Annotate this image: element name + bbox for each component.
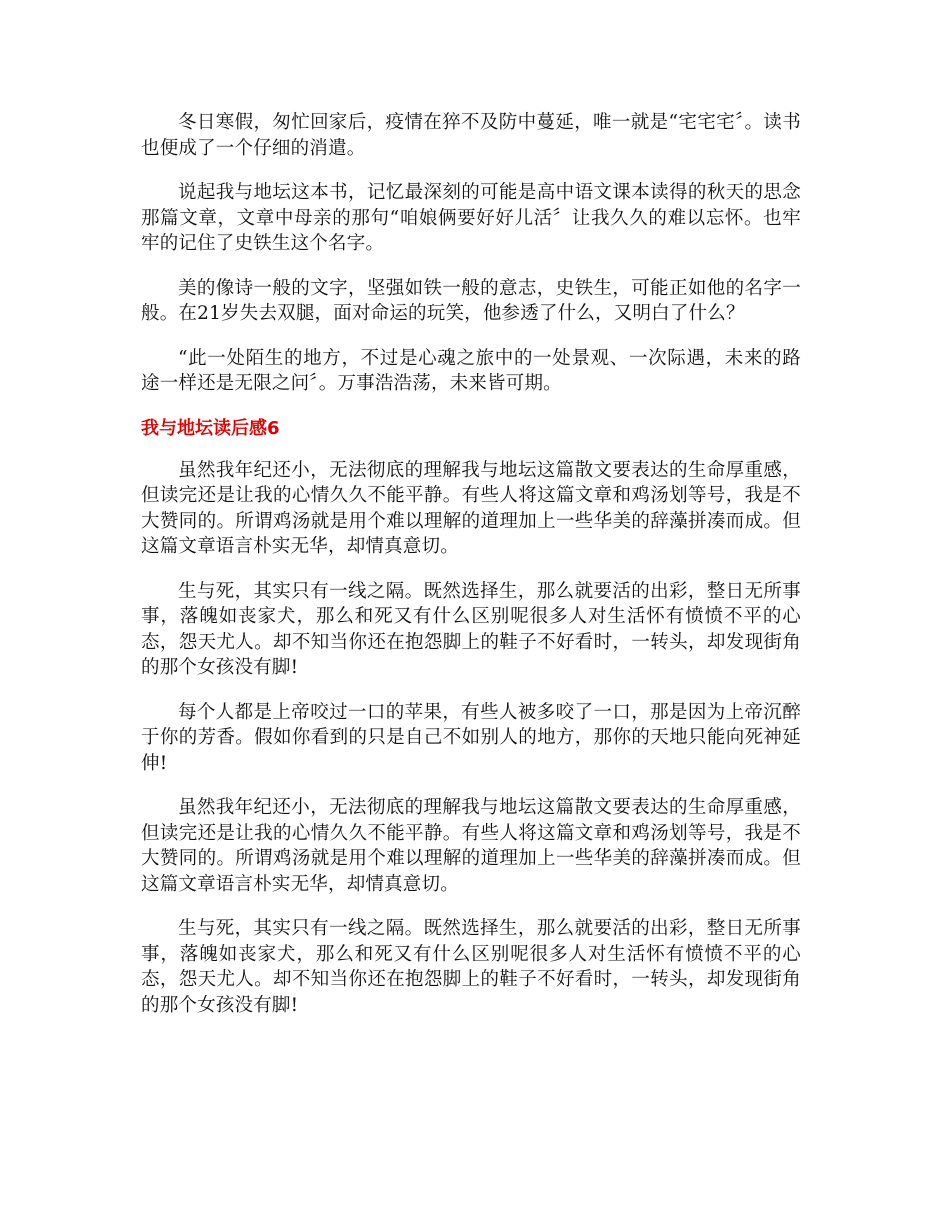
paragraph-apple: 每个人都是上帝咬过一口的苹果，有些人被多咬了一口，那是因为上帝沉醉于你的芳香。假如你看到的只是自己不如别人的地方，那你的天地只能向死神延伸! — [141, 701, 801, 774]
paragraph-young-age-repeat: 虽然我年纪还小，无法彻底的理解我与地坛这篇散文要表达的生命厚重感，但读完还是让我的心情久久不能平静。有些人将这篇文章和鸡汤划等号，我是不大赞同的。所谓鸡汤就是用个难以理解的道理加上一些华美的辞藻拼凑而成。但这篇文章语言朴实无华，却情真意切。 — [141, 797, 801, 895]
paragraph-life-death-repeat: 生与死，其实只有一线之隔。既然选择生，那么就要活的出彩，整日无所事事，落魄如丧家犬，那么和死又有什么区别呢很多人对生活怀有愤愤不平的心态，怨天尤人。却不知当你还在抱怨脚上的鞋子不好看时，一转头，却发现街角的那个女孩没有脚! — [141, 918, 801, 1016]
paragraph-young-age: 虽然我年纪还小，无法彻底的理解我与地坛这篇散文要表达的生命厚重感，但读完还是让我的心情久久不能平静。有些人将这篇文章和鸡汤划等号，我是不大赞同的。所谓鸡汤就是用个难以理解的道理加上一些华美的辞藻拼凑而成。但这篇文章语言朴实无华，却情真意切。 — [141, 459, 801, 557]
paragraph-life-death: 生与死，其实只有一线之隔。既然选择生，那么就要活的出彩，整日无所事事，落魄如丧家犬，那么和死又有什么区别呢很多人对生活怀有愤愤不平的心态，怨天尤人。却不知当你还在抱怨脚上的鞋子不好看时，一转头，却发现街角的那个女孩没有脚! — [141, 580, 801, 678]
section-heading: 我与地坛读后感6 — [141, 417, 280, 439]
paragraph-quote: “此一处陌生的地方，不过是心魂之旅中的一处景观、一次际遇，未来的路途一样还是无限之问〞。万事浩浩荡，未来皆可期。 — [141, 347, 801, 394]
paragraph-memory: 说起我与地坛这本书，记忆最深刻的可能是高中语文课本读得的秋天的思念那篇文章，文章中母亲的那句“咱娘俩要好好儿活〞让我久久的难以忘怀。也牢牢的记住了史铁生这个名字。 — [141, 182, 801, 254]
document-page — [141, 110, 801, 1037]
paragraph-winter-break: 冬日寒假，匆忙回家后，疫情在猝不及防中蔓延，唯一就是“宅宅宅〞。读书也便成了一个仔细的消遣。 — [141, 112, 801, 159]
paragraph-poetic-words: 美的像诗一般的文字，坚强如铁一般的意志，史铁生，可能正如他的名字一般。在21岁失去双腿，面对命运的玩笑，他参透了什么，又明白了什么？ — [141, 277, 801, 324]
